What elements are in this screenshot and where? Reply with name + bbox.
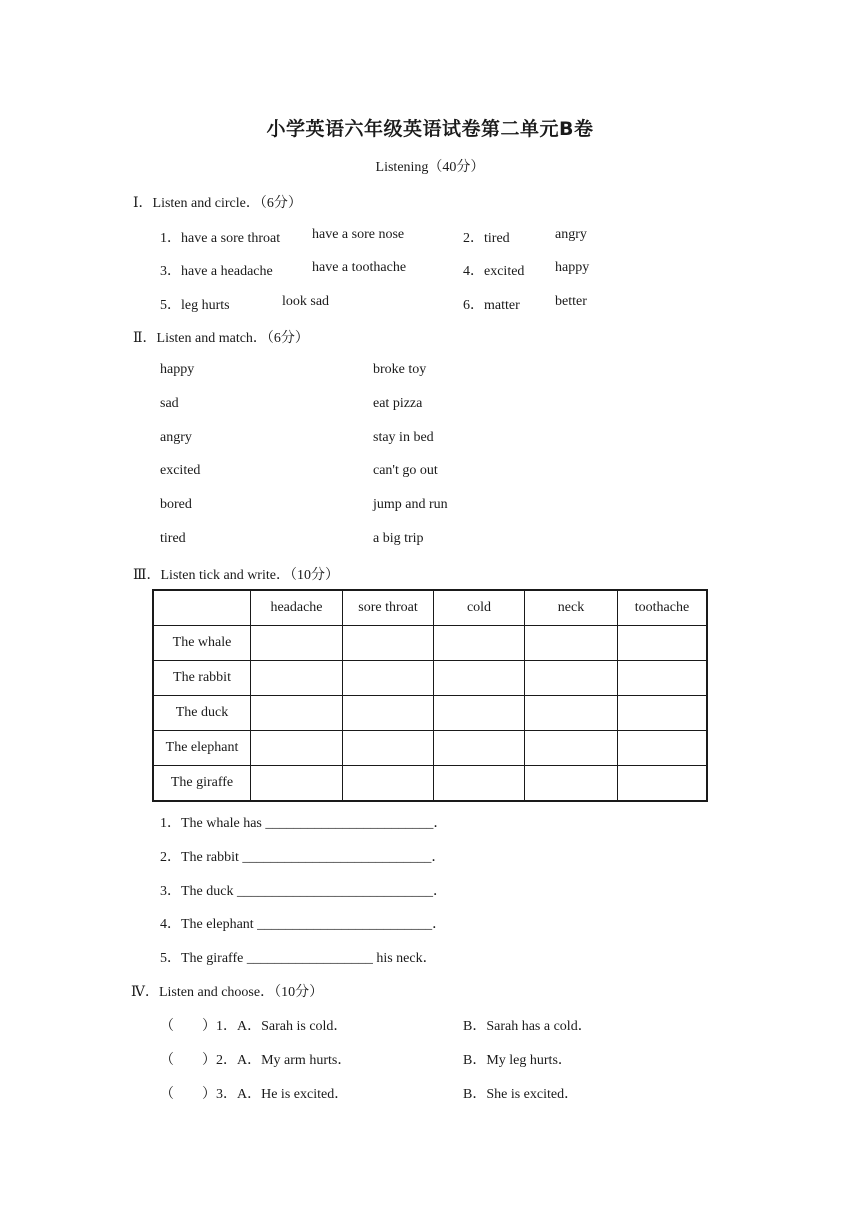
tick-cell[interactable] xyxy=(434,661,525,696)
tick-cell[interactable] xyxy=(618,766,708,802)
table-row-label: The giraffe xyxy=(153,766,251,802)
section-2-heading: Ⅱ．Listen and match．（6分） xyxy=(133,331,309,346)
match-left-item: happy xyxy=(160,362,195,377)
tick-cell[interactable] xyxy=(434,731,525,766)
tick-cell[interactable] xyxy=(434,696,525,731)
tick-cell[interactable] xyxy=(525,696,618,731)
tick-cell[interactable] xyxy=(343,696,434,731)
choice-question-a[interactable]: （ ）3．A．He is excited． xyxy=(160,1087,349,1102)
table-row xyxy=(153,661,707,696)
table-row xyxy=(153,731,707,766)
circle-option: 5．leg hurts xyxy=(160,298,230,313)
tick-cell[interactable] xyxy=(343,731,434,766)
circle-option: 3．have a headache xyxy=(160,264,273,279)
match-right-item: can't go out xyxy=(373,463,438,478)
table-row xyxy=(153,766,707,802)
tick-cell[interactable] xyxy=(525,626,618,661)
fill-in-sentence[interactable]: 5．The giraffe __________________ his neck． xyxy=(160,951,437,966)
fill-in-sentence[interactable]: 2．The rabbit ___________________________． xyxy=(160,850,446,865)
tick-table xyxy=(152,589,708,802)
tick-cell[interactable] xyxy=(618,731,708,766)
circle-option: have a toothache xyxy=(312,260,407,275)
table-row-label: The elephant xyxy=(153,731,251,766)
table-header-cell: cold xyxy=(434,590,525,626)
match-right-item: jump and run xyxy=(373,497,448,512)
match-right-item: broke toy xyxy=(373,362,427,377)
tick-cell[interactable] xyxy=(343,661,434,696)
table-header-cell: sore throat xyxy=(343,590,434,626)
fill-in-sentence[interactable]: 3．The duck ____________________________． xyxy=(160,884,447,899)
circle-option: 4．excited xyxy=(463,264,525,279)
tick-cell[interactable] xyxy=(618,696,708,731)
table-header-row xyxy=(153,590,707,626)
tick-cell[interactable] xyxy=(434,766,525,802)
table-row-label: The whale xyxy=(153,626,251,661)
circle-option: 1．have a sore throat xyxy=(160,231,281,246)
tick-cell[interactable] xyxy=(618,626,708,661)
tick-cell[interactable] xyxy=(251,661,343,696)
circle-option: 6．matter xyxy=(463,298,520,313)
match-left-item: angry xyxy=(160,430,192,445)
table-header-cell: headache xyxy=(251,590,343,626)
tick-cell[interactable] xyxy=(525,731,618,766)
tick-cell[interactable] xyxy=(251,696,343,731)
tick-cell[interactable] xyxy=(525,766,618,802)
tick-cell[interactable] xyxy=(343,766,434,802)
tick-cell[interactable] xyxy=(434,626,525,661)
circle-option: 2．tired xyxy=(463,231,510,246)
choice-question-a[interactable]: （ ）2．A．My arm hurts． xyxy=(160,1053,352,1068)
fill-in-sentence[interactable]: 1．The whale has ________________________． xyxy=(160,816,448,831)
table-header-cell: neck xyxy=(525,590,618,626)
table-row xyxy=(153,696,707,731)
table-header-cell: toothache xyxy=(618,590,708,626)
circle-option: angry xyxy=(555,227,587,242)
match-right-item: stay in bed xyxy=(373,430,434,445)
choice-option-b[interactable]: B．Sarah has a cold． xyxy=(463,1019,592,1034)
table-row-label: The duck xyxy=(153,696,251,731)
match-right-item: a big trip xyxy=(373,531,424,546)
circle-option: look sad xyxy=(282,294,330,309)
circle-option: better xyxy=(555,294,587,309)
tick-cell[interactable] xyxy=(343,626,434,661)
section-3-heading: Ⅲ．Listen tick and write．（10分） xyxy=(133,568,339,583)
match-left-item: bored xyxy=(160,497,192,512)
page-subtitle: Listening（40分） xyxy=(375,160,485,175)
tick-cell[interactable] xyxy=(251,731,343,766)
section-4-heading: Ⅳ．Listen and choose．（10分） xyxy=(131,985,324,1000)
tick-cell[interactable] xyxy=(251,766,343,802)
fill-in-sentence[interactable]: 4．The elephant _________________________． xyxy=(160,917,447,932)
page-title: 小学英语六年级英语试卷第二单元B卷 xyxy=(266,118,594,140)
circle-option: have a sore nose xyxy=(312,227,405,242)
match-left-item: tired xyxy=(160,531,186,546)
table-header-cell xyxy=(153,590,251,626)
table-row xyxy=(153,626,707,661)
circle-option: happy xyxy=(555,260,590,275)
table-row-label: The rabbit xyxy=(153,661,251,696)
choice-option-b[interactable]: B．My leg hurts． xyxy=(463,1053,572,1068)
match-left-item: excited xyxy=(160,463,201,478)
choice-option-b[interactable]: B．She is excited． xyxy=(463,1087,579,1102)
tick-cell[interactable] xyxy=(251,626,343,661)
tick-cell[interactable] xyxy=(525,661,618,696)
section-1-heading: Ⅰ．Listen and circle．（6分） xyxy=(133,196,302,211)
match-right-item: eat pizza xyxy=(373,396,423,411)
match-left-item: sad xyxy=(160,396,179,411)
tick-cell[interactable] xyxy=(618,661,708,696)
choice-question-a[interactable]: （ ）1．A．Sarah is cold． xyxy=(160,1019,348,1034)
